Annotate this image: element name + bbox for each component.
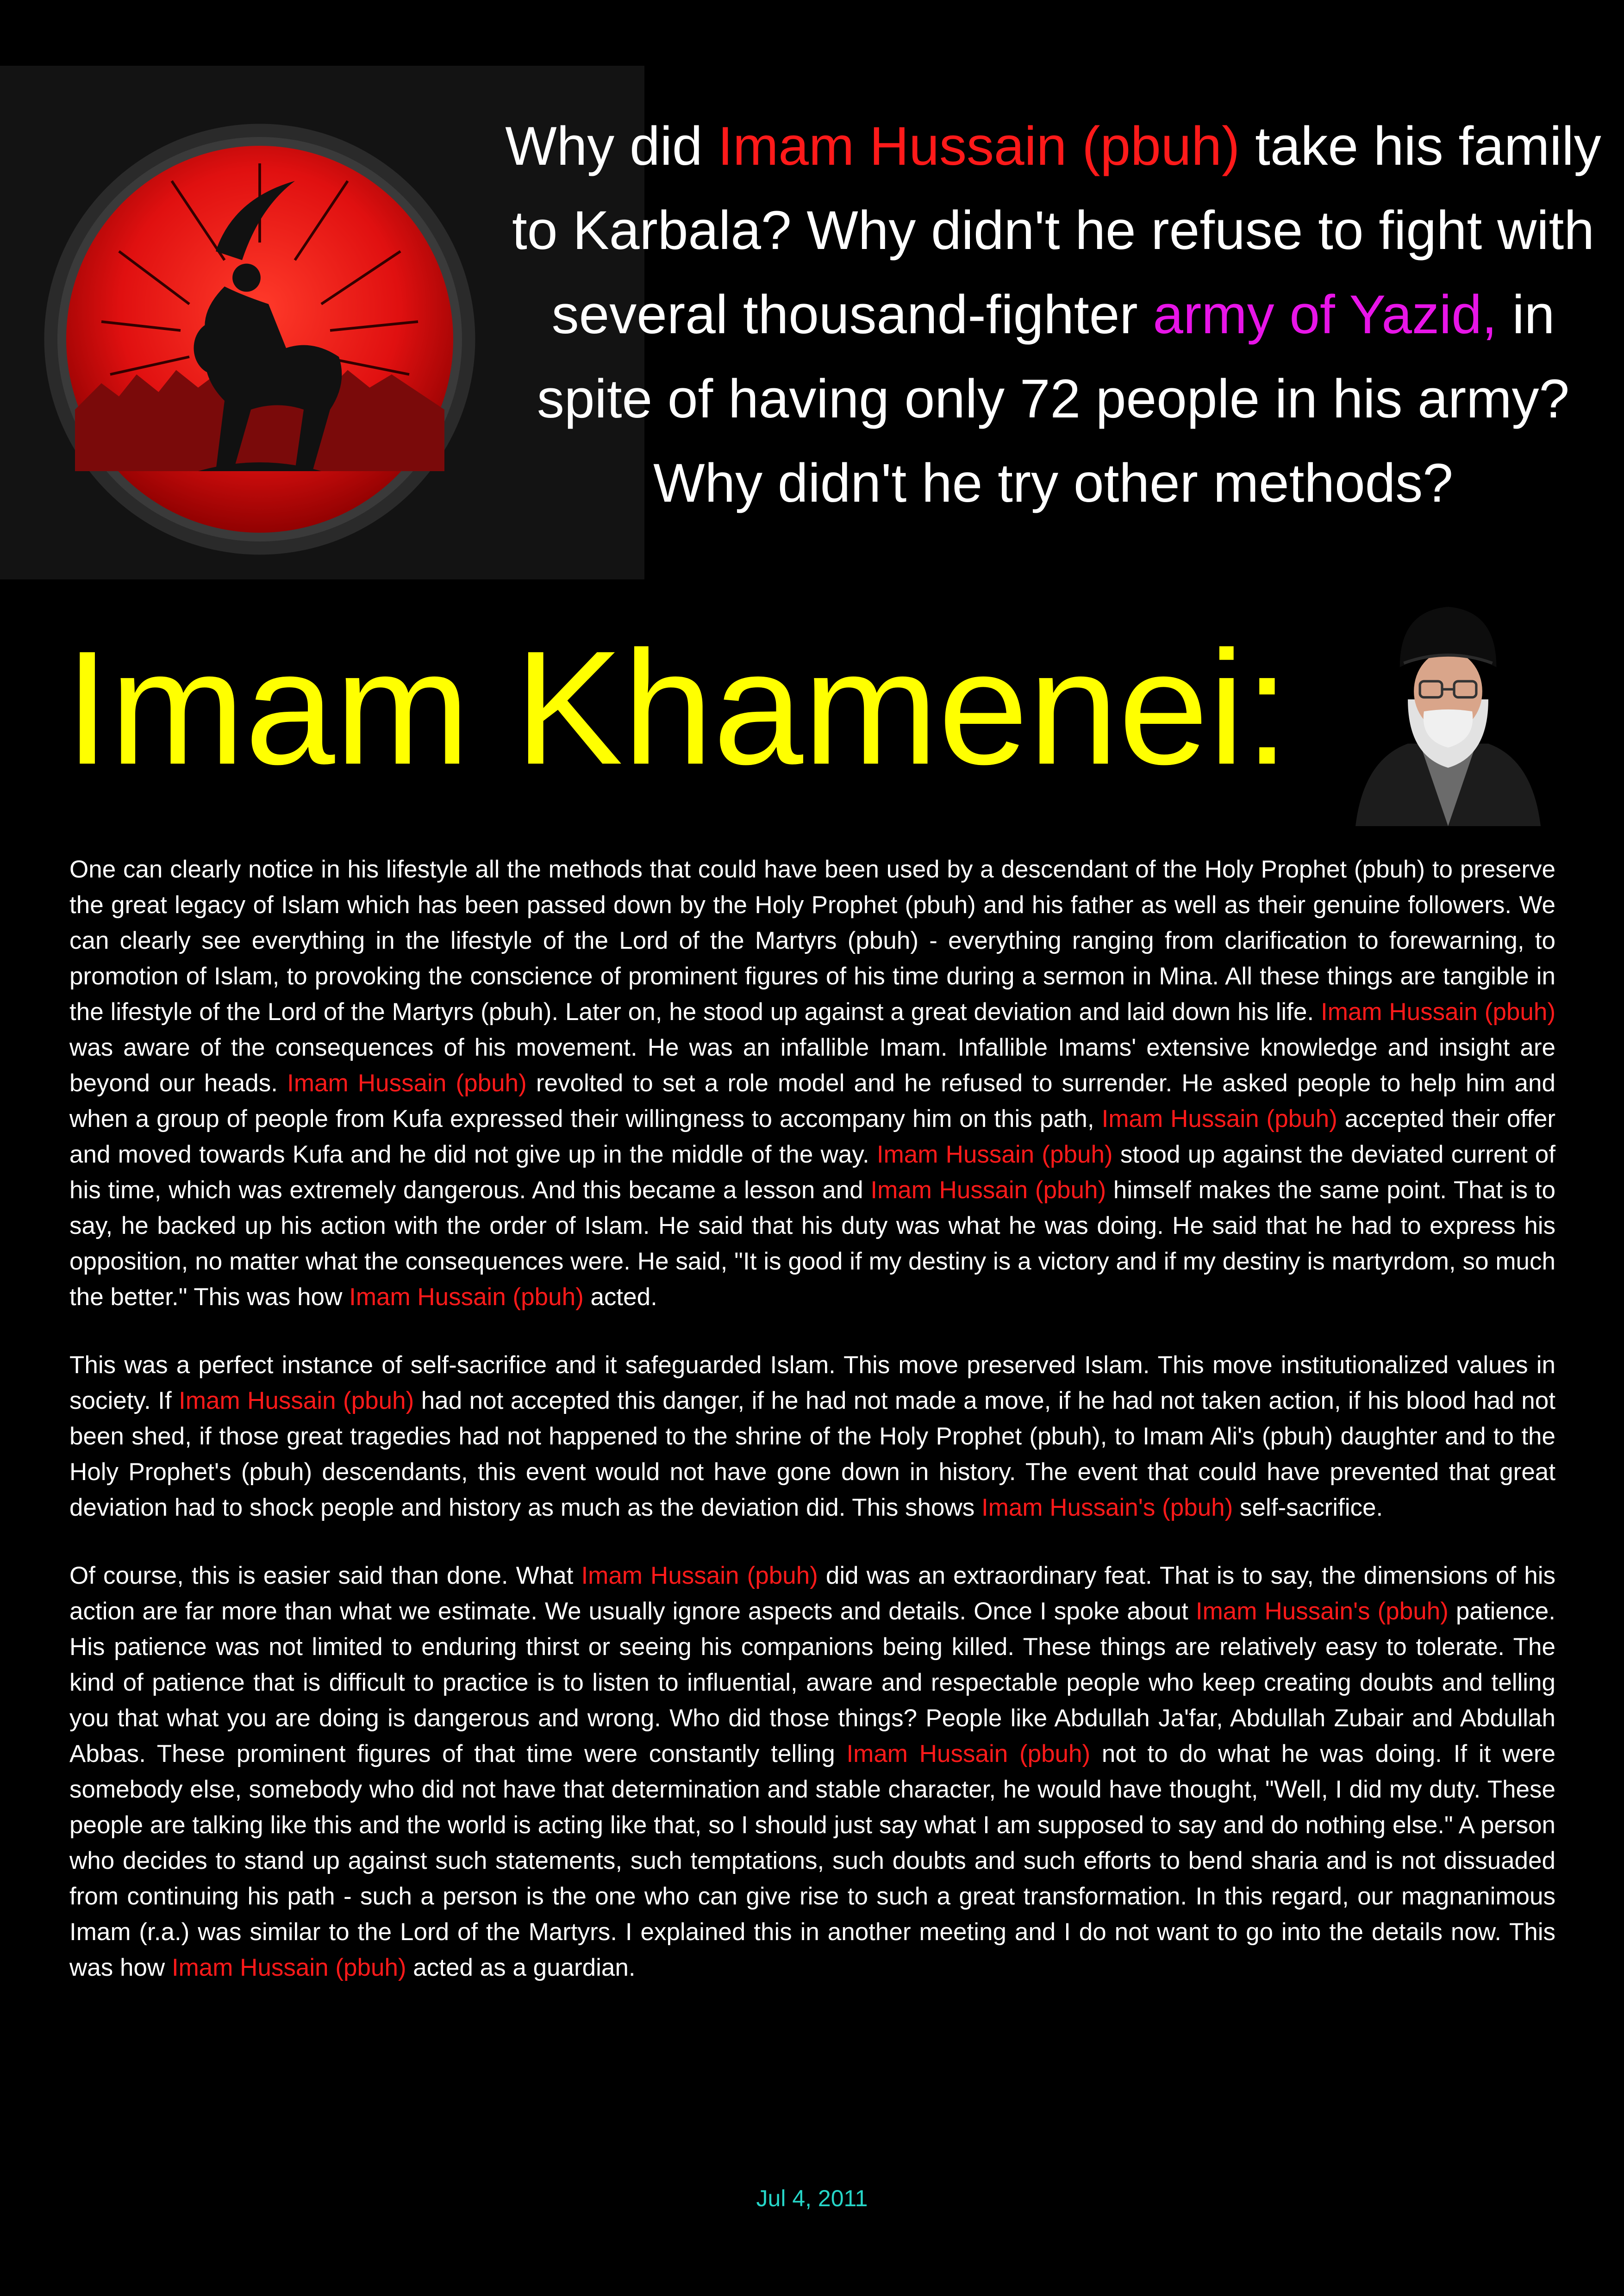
question-text: Why did bbox=[505, 116, 718, 177]
highlight-imam-hussain: Imam Hussain (pbuh) bbox=[171, 1954, 406, 1981]
speaker-portrait-icon bbox=[1346, 595, 1550, 826]
highlight-imam-hussain: Imam Hussain (pbuh) bbox=[287, 1070, 527, 1097]
article-paragraph-2 bbox=[69, 1347, 1555, 1525]
publication-date: Jul 4, 2011 bbox=[756, 2185, 868, 2211]
paragraph-text: revolted to set a role model and he refused to surrender. He asked people to help him and when a group of people from Kufa expressed their willingness to accompany him on this path, bbox=[69, 1070, 1555, 1132]
question-highlight-imam-hussain: Imam Hussain (pbuh) bbox=[718, 116, 1240, 177]
article-body bbox=[69, 852, 1555, 1985]
paragraph-text: patience. His patience was not limited to enduring thirst or seeing his companions being killed. These things are relatively easy to tolerate. The kind of patience that is difficult to practice is to listen to influential, aware and respectable people who keep creating doubts and telling you that what you are doing is dangerous and wrong. Who did those things? People like Abdullah Ja'far, Abdullah Zubair and Abdullah Abbas. These prominent figures of that time were constantly telling bbox=[69, 1598, 1555, 1767]
highlight-imam-hussain: Imam Hussain (pbuh) bbox=[876, 1141, 1113, 1168]
paragraph-text: This was a perfect instance of self-sacrifice and it safeguarded Islam. This move preserved Islam. This move institutionalized values in society. If bbox=[69, 1351, 1555, 1414]
paragraph-text: himself makes the same point. That is to say, he backed up his action with the order of Islam. He said that his duty was what he was doing. He said that he had to express his opposition, no matter what the consequences were. He said, "It is good if my destiny is a victory and if my destiny is martyrdom, so much the better." This was how bbox=[69, 1176, 1555, 1311]
paragraph-text: Of course, this is easier said than done. What bbox=[69, 1562, 581, 1589]
paragraph-text: acted. bbox=[583, 1283, 657, 1311]
highlight-imam-hussain: Imam Hussain (pbuh) bbox=[870, 1176, 1106, 1204]
highlight-imam-hussain: Imam Hussain's (pbuh) bbox=[981, 1494, 1233, 1521]
highlight-imam-hussain: Imam Hussain (pbuh) bbox=[846, 1740, 1091, 1767]
header-question bbox=[502, 104, 1604, 525]
highlight-imam-hussain: Imam Hussain (pbuh) bbox=[1321, 998, 1556, 1026]
highlight-imam-hussain: Imam Hussain (pbuh) bbox=[1101, 1105, 1337, 1132]
question-highlight-army-of-yazid: army of Yazid, bbox=[1153, 284, 1497, 345]
paragraph-text: accepted their offer and moved towards Kufa and he did not give up in the middle of the way. bbox=[69, 1105, 1555, 1168]
paragraph-text: One can clearly notice in his lifestyle all the methods that could have been used by a descendant of the Holy Prophet (pbuh) to preserve the great legacy of Islam which has been passed down by the Holy Prophet (pbuh) and his father as well as their genuine followers. We can clearly see everything in the lifestyle of the Lord of the Martyrs (pbuh) - everything ranging from clarification to forewarning, to promotion of Islam, to provoking the conscience of prominent figures of his time during a sermon in Mina. All these things are tangible in the lifestyle of the Lord of the Martyrs (pbuh). Later on, he stood up against a great deviation and laid down his life. bbox=[69, 856, 1555, 1026]
speaker-title: Imam Khamenei: bbox=[65, 617, 1290, 798]
paragraph-text: had not accepted this danger, if he had not made a move, if he had not taken action, if his blood had not been shed, if those great tragedies had not happened to the shrine of the Holy Prophet (pbuh), to Imam Ali's (pbuh) daughter and to the Holy Prophet's (pbuh) descendants, this event would not have gone down in history. The event that could have prevented that great deviation had to shock people and history as much as the deviation did. This shows bbox=[69, 1387, 1555, 1521]
highlight-imam-hussain: Imam Hussain (pbuh) bbox=[179, 1387, 414, 1414]
paragraph-text: not to do what he was doing. If it were somebody else, somebody who did not have that determination and stable character, he would have thought, "Well, I did my duty. These people are talking like this and the world is acting like that, so I should just say what I am supposed to say and do nothing else." A person who decides to stand up against such statements, such temptations, such doubts and such efforts to bend sharia and is not dissuaded from continuing his path - such a person is the one who can give rise to such a great transformation. In this regard, our magnanimous Imam (r.a.) was similar to the Lord of the Martyrs. I explained this in another meeting and I do not want to go into the details now. This was how bbox=[69, 1740, 1556, 1981]
paragraph-text: self-sacrifice. bbox=[1233, 1494, 1383, 1521]
paragraph-text: was aware of the consequences of his movement. He was an infallible Imam. Infallible Imams' extensive knowledge and insight are beyond our heads. bbox=[69, 1034, 1555, 1097]
article-paragraph-1 bbox=[69, 852, 1555, 1315]
warrior-horseback-emblem-icon bbox=[40, 119, 480, 559]
question-text: take his family to Karbala? Why didn't he refuse to fight with several thousand-fighter bbox=[512, 116, 1601, 345]
highlight-imam-hussain: Imam Hussain (pbuh) bbox=[581, 1562, 818, 1589]
highlight-imam-hussain: Imam Hussain (pbuh) bbox=[349, 1283, 584, 1311]
question-text: in spite of having only 72 people in his army? Why didn't he try other methods? bbox=[537, 284, 1570, 514]
paragraph-text: stood up against the deviated current of his time, which was extremely dangerous. And this became a lesson and bbox=[69, 1141, 1556, 1204]
paragraph-text: did was an extraordinary feat. That is to say, the dimensions of his action are far more than what we estimate. We usually ignore aspects and details. Once I spoke about bbox=[69, 1562, 1555, 1625]
article-paragraph-3 bbox=[69, 1558, 1555, 1985]
highlight-imam-hussain: Imam Hussain's (pbuh) bbox=[1195, 1598, 1449, 1625]
paragraph-text: acted as a guardian. bbox=[406, 1954, 636, 1981]
